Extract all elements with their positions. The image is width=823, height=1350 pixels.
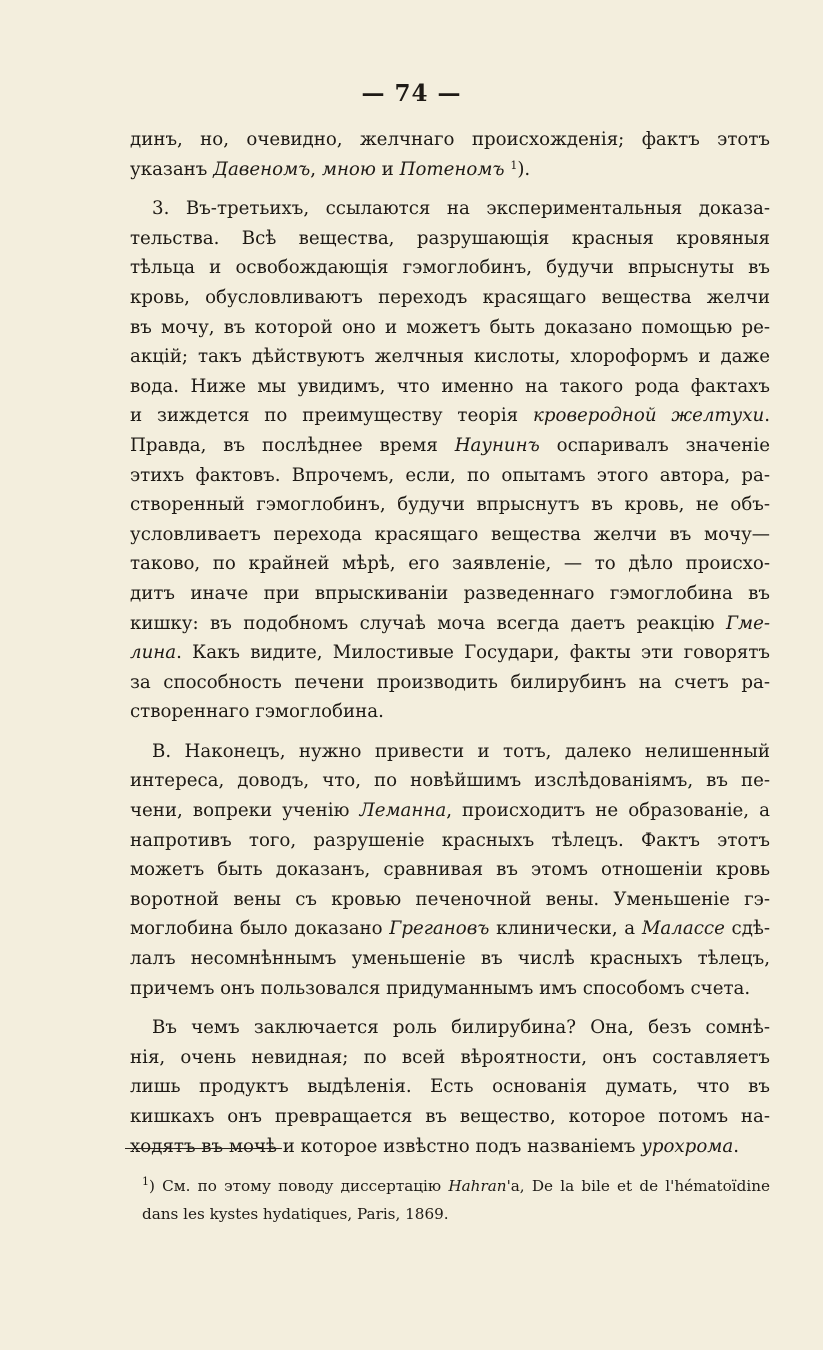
text-line: за способность печени производить билирубинъ на счетъ ра-: [130, 671, 770, 693]
text-line: нія, очень невидная; по всей вѣроятности, онъ составляетъ: [130, 1046, 770, 1068]
text-line: воротной вены съ кровью печеночной вены. Уменьшеніе гэ-: [130, 888, 770, 910]
text-line: 3. Въ-третьихъ, ссылаются на экспериментальныя доказа-: [152, 198, 770, 220]
text-line: кишкахъ онъ превращается въ вещество, которое потомъ на-: [130, 1106, 770, 1127]
text-line: тельства. Всѣ вещества, разрушающія красныя кровяныя: [130, 227, 770, 249]
text-line: вода. Ниже мы увидимъ, что именно на такого рода фактахъ: [130, 375, 770, 397]
text-line: тѣльца и освобождающія гэмоглобинъ, будучи впрыснуты въ: [130, 257, 770, 279]
text-line: дитъ иначе при впрыскиваніи разведеннаго гэмоглобина въ: [130, 582, 770, 604]
text-line: можетъ быть доказанъ, сравнивая въ этомъ отношеніи кровь: [130, 859, 770, 881]
text-line: напротивъ того, разрушеніе красныхъ тѣлецъ. Фактъ этотъ: [130, 829, 770, 851]
text-line: кровь, обусловливаютъ переходъ красящаго вещества желчи: [130, 286, 770, 308]
footnote-divider: [125, 1148, 282, 1149]
body-text: [130, 125, 770, 1161]
text-line: въ мочу, въ которой оно и можетъ быть доказано помощью ре-: [130, 316, 770, 338]
text-line: створенный гэмоглобинъ, будучи впрыснутъ въ кровь, не объ-: [130, 494, 770, 516]
text-line: интереса, доводъ, что, по новѣйшимъ изслѣдованіямъ, въ пе-: [130, 770, 770, 792]
text-line: лишь продуктъ выдѣленія. Есть основанія думать, что въ: [130, 1076, 770, 1098]
text-line: причемъ онъ пользовался придуманнымъ имъ способомъ счета.: [130, 977, 751, 999]
text-line: динъ, но, очевидно, желчнаго происхожденія; фактъ этотъ: [130, 129, 770, 150]
text-line: моглобина было доказано Грегановъ клинически, а Малассе сдѣ-: [130, 918, 771, 940]
footnote: [130, 1172, 770, 1228]
text-line: Правда, въ послѣднее время Наунинъ оспаривалъ значеніе: [130, 434, 770, 456]
text-line: условливаетъ перехода красящаго вещества желчи въ мочу—: [130, 523, 770, 545]
footnote-line: $^1$) См. по этому поводу диссертацію Hahran'а, De la bile et de l'hématoïdine dans les kystes hydatiques, Paris, 1869.: [142, 1175, 770, 1223]
text-line: указанъ Давеномъ, мною и Потеномъ $^1$).: [130, 158, 531, 180]
text-line: Въ чемъ заключается роль билирубина? Она, безъ сомнѣ-: [152, 1017, 770, 1039]
text-line: акцій; такъ дѣйствуютъ желчныя кислоты, хлороформъ и даже: [130, 346, 770, 368]
text-line: и зиждется по преимуществу теорія кроверодной желтухи.: [130, 405, 771, 427]
text-line: чени, вопреки ученію Леманна, происходитъ не образованіе, а: [130, 800, 771, 822]
text-line: створеннаго гэмоглобина.: [130, 701, 384, 723]
text-line: лина. Какъ видите, Милостивые Государи, факты эти говорятъ: [130, 642, 770, 664]
text-line: В. Наконецъ, нужно привести и тотъ, далеко нелишенный: [152, 740, 770, 762]
text-line: кишку: въ подобномъ случаѣ моча всегда даетъ реакцію Гме-: [130, 612, 770, 634]
text-line: таково, по крайней мѣрѣ, его заявленіе, — то дѣло происхо-: [130, 553, 770, 575]
text-line: ходятъ въ мочѣ и которое извѣстно подъ названіемъ урохрома.: [130, 1135, 739, 1157]
text-line: этихъ фактовъ. Впрочемъ, если, по опытамъ этого автора, ра-: [130, 464, 770, 486]
text-line: лалъ несомнѣннымъ уменьшеніе въ числѣ красныхъ тѣлецъ,: [130, 948, 770, 970]
page-number: — 74 —: [361, 80, 462, 107]
